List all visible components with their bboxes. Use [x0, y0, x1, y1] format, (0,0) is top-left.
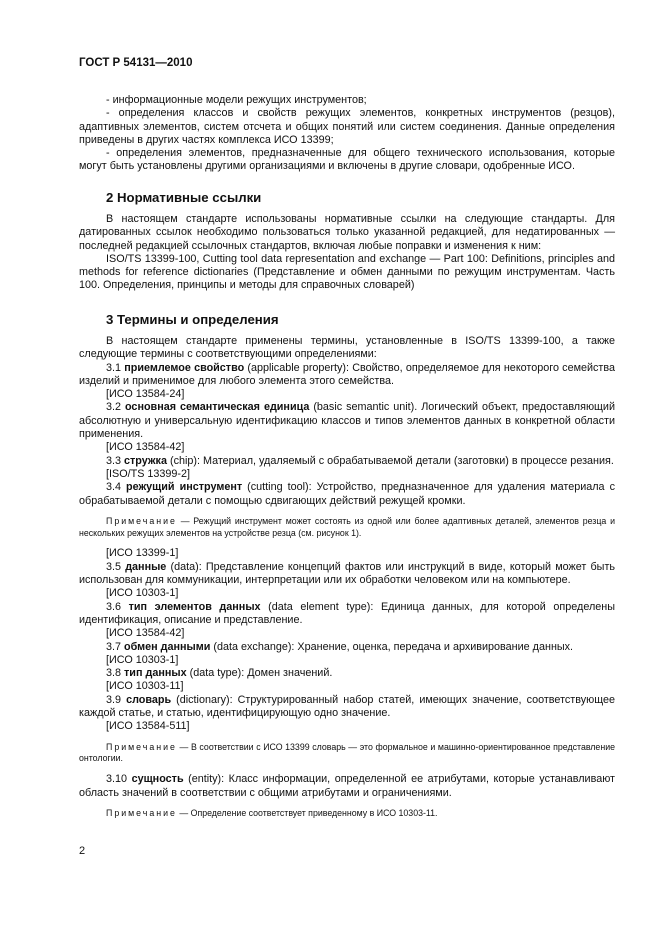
- section-2-title: 2 Нормативные ссылки: [106, 190, 262, 205]
- paragraph: В настоящем стандарте использованы нормативные ссылки на следующие стандарты. Для датированных ссылок необходимо пользоваться только указанной редакцией, для недатированных — последней редакцией ссылочных стандартов, включая любые поправки и изменения к ним:: [79, 213, 615, 252]
- intro-list: [79, 94, 615, 174]
- term-3-1: 3.1 приемлемое свойство (applicable property): Свойство, определяемое для некоторого семейства изделий и применимое для любого элемента этого семейства.: [79, 361, 615, 387]
- term-source: [ИСО 13584-42]: [106, 441, 185, 454]
- section-3-body: [79, 335, 615, 820]
- term-source: [ИСО 13584-24]: [106, 388, 185, 401]
- term-source: [ИСО 13584-511]: [106, 720, 190, 733]
- term-3-3: 3.3 стружка (chip): Материал, удаляемый с обрабатываемой детали (заготовки) в процессе резания.: [106, 454, 614, 467]
- intro-item: - определения элементов, предназначенные для общего технического использования, которые могут быть установлены другими организациями и включены в другие словари, одобренные ИСО.: [79, 147, 615, 173]
- page-number: 2: [79, 845, 86, 857]
- term-3-5: 3.5 данные (data): Представление концепций фактов или инструкций в виде, который может быть использован для коммуникации, интерпретации или их обработки человеком или на компьютере.: [79, 560, 616, 587]
- term-3-4: 3.4 режущий инструмент (cutting tool): Устройство, предназначенное для удаления материала с обрабатываемой детали с помощью сдвигающих действий режущей кромки.: [79, 481, 615, 507]
- term-3-7: 3.7 обмен данными (data exchange): Хранение, оценка, передача и архивирование данных.: [106, 640, 574, 653]
- document-header: ГОСТ Р 54131—2010: [79, 57, 193, 69]
- paragraph: В настоящем стандарте применены термины, установленные в ISO/TS 13399-100, а также следующие термины с соответствующими определениями:: [79, 335, 615, 361]
- section-2-body: [79, 213, 615, 293]
- term-source: [ИСО 10303-1]: [106, 653, 179, 666]
- term-3-2: 3.2 основная семантическая единица (basic semantic unit). Логический объект, предоставляющий абсолютную и универсальную идентификацию классов и типов элементов данных в конкретной области применения.: [79, 401, 615, 441]
- term-3-8: 3.8 тип данных (data type): Домен значений.: [106, 667, 333, 680]
- reference-iso-ts-13399-100: ISO/TS 13399-100, Cutting tool data representation and exchange — Part 100: Definitions, principles and methods for reference dictionaries (Представление и обмен данными по режущим инструментам. Часть 100. Определения, принципы и методы для справочных словарей): [79, 252, 615, 292]
- term-3-6: 3.6 тип элементов данных (data element type): Единица данных, для которой определены идентификация, описание и представление.: [79, 600, 615, 626]
- intro-item: - информационные модели режущих инструментов;: [106, 94, 367, 106]
- term-source: [ИСО 10303-11]: [106, 680, 184, 693]
- term-3-9: 3.9 словарь (dictionary): Структурированный набор статей, имеющих значение, соответствующее каждой статье, и статью, идентифицирующую одно значение.: [79, 693, 616, 720]
- term-3-10: 3.10 сущность (entity): Класс информации, определенной ее атрибутами, которые устанавливают область значений в соответствии с общими атрибутами и ограничениями.: [79, 773, 616, 799]
- term-source: [ИСО 10303-1]: [106, 587, 179, 600]
- section-3-title: 3 Термины и определения: [106, 312, 279, 327]
- term-source: [ИСО 13399-1]: [106, 547, 179, 560]
- intro-item: - определения классов и свойств режущих элементов, конкретных инструментов (резцов), адаптивных элементов, систем отсчета и общих понятий или систем соединения. Данные определения приведены в других частях комплекса ИСО 13399;: [79, 107, 615, 146]
- note: Примечание — В соответствии с ИСО 13399 словарь — это формальное и машинно-ориентированное представление онтологии.: [79, 741, 615, 764]
- term-source: [ИСО 13584-42]: [106, 627, 185, 640]
- note: Примечание — Режущий инструмент может состоять из одной или более адаптивных деталей, элементов резца и нескольких режущих элементов на устройстве резца (см. рисунок 1).: [79, 515, 615, 538]
- term-source: [ISO/TS 13399-2]: [106, 467, 191, 480]
- note: Примечание — Определение соответствует приведенному в ИСО 10303-11.: [106, 807, 438, 818]
